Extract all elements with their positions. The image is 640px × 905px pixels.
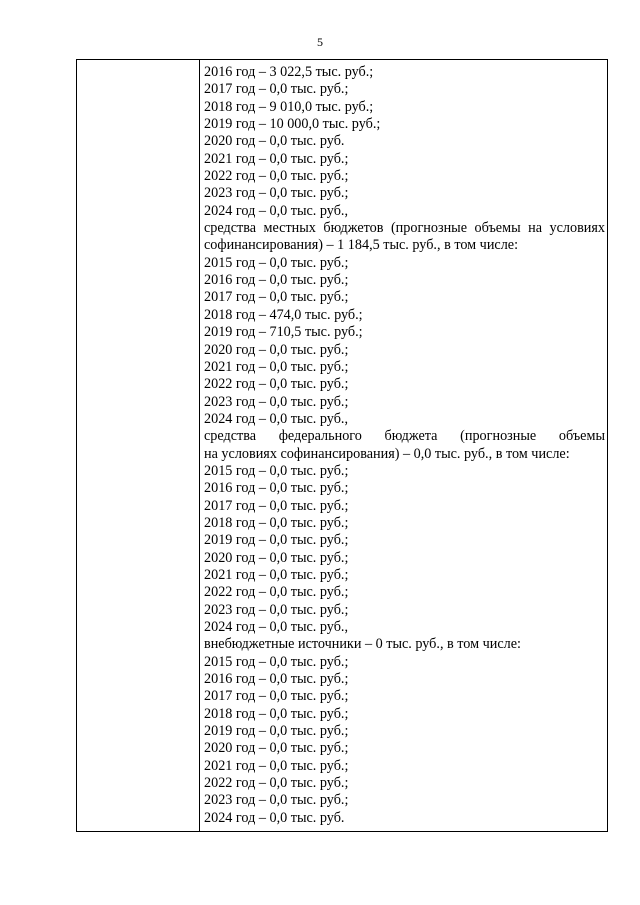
text-line: 2020 год – 0,0 тыс. руб.; — [204, 341, 349, 358]
text-line: 2020 год – 0,0 тыс. руб.; — [204, 740, 349, 757]
text-line: 2018 год – 0,0 тыс. руб.; — [204, 705, 349, 722]
text-line: внебюджетные источники – 0 тыс. руб., в том числе: — [204, 636, 521, 653]
text-line: на условиях софинансирования) – 0,0 тыс. руб., в том числе: — [204, 445, 570, 462]
text-line: 2019 год – 10 000,0 тыс. руб.; — [204, 116, 381, 133]
text-line: 2020 год – 0,0 тыс. руб.; — [204, 549, 349, 566]
text-line: 2015 год – 0,0 тыс. руб.; — [204, 254, 349, 271]
text-line: 2024 год – 0,0 тыс. руб., — [204, 202, 349, 219]
text-line: 2015 год – 0,0 тыс. руб.; — [204, 462, 349, 479]
text-line: 2019 год – 0,0 тыс. руб.; — [204, 723, 349, 740]
text-line: 2023 год – 0,0 тыс. руб.; — [204, 185, 349, 202]
text-line: 2023 год – 0,0 тыс. руб.; — [204, 601, 349, 618]
text-line: 2021 год – 0,0 тыс. руб.; — [204, 358, 349, 375]
text-line: софинансирования) – 1 184,5 тыс. руб., в том числе: — [204, 237, 519, 254]
funding-table — [76, 59, 608, 832]
text-line: 2022 год – 0,0 тыс. руб.; — [204, 376, 349, 393]
text-line: средства федерального бюджета (прогнозные объемы — [204, 428, 605, 445]
text-line: средства местных бюджетов (прогнозные объемы на условиях — [204, 220, 605, 237]
text-line: 2019 год – 0,0 тыс. руб.; — [204, 532, 349, 549]
text-line: 2020 год – 0,0 тыс. руб. — [204, 133, 345, 150]
text-line: 2016 год – 0,0 тыс. руб.; — [204, 671, 349, 688]
text-line: 2018 год – 474,0 тыс. руб.; — [204, 306, 363, 323]
text-line: 2017 год – 0,0 тыс. руб.; — [204, 289, 349, 306]
text-line: 2022 год – 0,0 тыс. руб.; — [204, 584, 349, 601]
text-line: 2015 год – 0,0 тыс. руб.; — [204, 653, 349, 670]
text-line: 2019 год – 710,5 тыс. руб.; — [204, 324, 363, 341]
text-line: 2023 год – 0,0 тыс. руб.; — [204, 792, 349, 809]
text-line: 2016 год – 0,0 тыс. руб.; — [204, 272, 349, 289]
funding-text — [200, 64, 607, 827]
text-line: 2021 год – 0,0 тыс. руб.; — [204, 566, 349, 583]
text-line: 2024 год – 0,0 тыс. руб., — [204, 410, 349, 427]
text-line: 2021 год – 0,0 тыс. руб.; — [204, 757, 349, 774]
text-line: 2018 год – 9 010,0 тыс. руб.; — [204, 98, 374, 115]
text-line: 2017 год – 0,0 тыс. руб.; — [204, 81, 349, 98]
table-cell-content — [200, 60, 608, 832]
text-line: 2022 год – 0,0 тыс. руб.; — [204, 775, 349, 792]
text-line: 2016 год – 0,0 тыс. руб.; — [204, 480, 349, 497]
text-line: 2022 год – 0,0 тыс. руб.; — [204, 168, 349, 185]
table-row — [77, 60, 608, 832]
text-line: 2023 год – 0,0 тыс. руб.; — [204, 393, 349, 410]
text-line: 2024 год – 0,0 тыс. руб. — [204, 809, 345, 826]
text-line: 2017 год – 0,0 тыс. руб.; — [204, 497, 349, 514]
text-line: 2018 год – 0,0 тыс. руб.; — [204, 514, 349, 531]
text-line: 2024 год – 0,0 тыс. руб., — [204, 619, 349, 635]
page-number: 5 — [317, 35, 323, 49]
text-line: 2016 год – 3 022,5 тыс. руб.; — [204, 64, 374, 80]
text-line: 2017 год – 0,0 тыс. руб.; — [204, 688, 349, 705]
table-cell-label — [77, 60, 200, 832]
text-line: 2021 год – 0,0 тыс. руб.; — [204, 150, 349, 167]
